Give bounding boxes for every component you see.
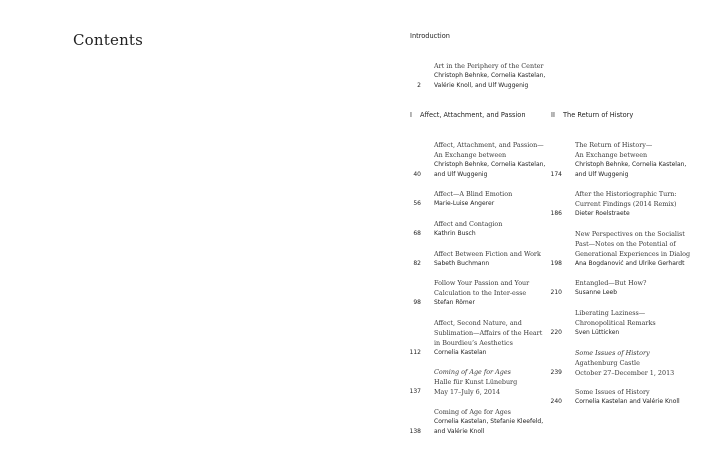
entry-title: Follow Your Passion and Your Calculation to the Inter-esse bbox=[434, 279, 530, 297]
entry-author: Sabeth Buchmann bbox=[434, 260, 490, 267]
entry-page-number: 198 bbox=[550, 260, 562, 267]
entry-author: Stefan Römer bbox=[434, 299, 475, 306]
entry-page-number: 210 bbox=[550, 289, 562, 296]
entry-page-number: 174 bbox=[550, 171, 562, 178]
entry-author: Dieter Roelstraete bbox=[575, 210, 630, 217]
entry-title-italic: Some Issues of History bbox=[575, 349, 650, 357]
toc-entry bbox=[434, 318, 574, 358]
entry-page-number: 240 bbox=[550, 398, 562, 405]
entry-page-number: 56 bbox=[413, 200, 421, 207]
toc-entry bbox=[575, 278, 715, 298]
entry-title: New Perspectives on the Socialist Past—Notes on the Potential of Generational Experiences in Dialog bbox=[575, 230, 691, 258]
toc-entry bbox=[575, 308, 715, 338]
section-title: Affect, Attachment, and Passion bbox=[420, 111, 526, 119]
entry-author: Marie-Luise Angerer bbox=[434, 200, 495, 207]
entry-author: Christoph Behnke, Cornelia Kastelan, and Ulf Wuggenig bbox=[434, 161, 546, 178]
toc-entry bbox=[575, 229, 715, 269]
toc-entry bbox=[575, 348, 715, 378]
entry-author: Susanne Leeb bbox=[575, 289, 618, 296]
entry-title: Art in the Periphery of the Center bbox=[434, 62, 544, 70]
entry-page-number: 186 bbox=[550, 210, 562, 217]
toc-entry bbox=[434, 219, 574, 239]
introduction-heading: Introduction bbox=[410, 32, 450, 40]
page-title: Contents bbox=[73, 31, 144, 49]
entry-title: Affect and Contagion bbox=[434, 220, 503, 228]
toc-entry bbox=[575, 140, 715, 180]
entry-author: Cornelia Kastelan and Valérie Knoll bbox=[575, 398, 680, 405]
toc-entry bbox=[575, 189, 715, 219]
entry-title: Affect, Attachment, and Passion— An Exchange between bbox=[434, 141, 544, 159]
entry-title: Affect—A Blind Emotion bbox=[434, 190, 513, 198]
entry-page-number: 138 bbox=[409, 428, 421, 435]
toc-entry bbox=[434, 61, 574, 91]
entry-author: Christoph Behnke, Cornelia Kastelan, Valérie Knoll, and Ulf Wuggenig bbox=[434, 72, 546, 89]
entry-author: Christoph Behnke, Cornelia Kastelan, and Ulf Wuggenig bbox=[575, 161, 687, 178]
entry-title: Affect Between Fiction and Work bbox=[434, 250, 541, 258]
entry-author: Cornelia Kastelan bbox=[434, 349, 487, 356]
entry-author: Ana Bogdanović and Ulrike Gerhardt bbox=[575, 260, 685, 267]
entry-page-number: 220 bbox=[550, 329, 562, 336]
entry-title: After the Historiographic Turn: Current Findings (2014 Remix) bbox=[575, 190, 677, 208]
entry-page-number: 82 bbox=[413, 260, 421, 267]
entry-page-number: 112 bbox=[409, 349, 421, 356]
toc-entry bbox=[575, 387, 715, 407]
entry-page-number: 239 bbox=[550, 369, 562, 376]
toc-entry bbox=[434, 407, 574, 437]
entry-author: Sven Lütticken bbox=[575, 329, 620, 336]
entry-subtitle: Halle für Kunst Lüneburg May 17–July 6, 2014 bbox=[434, 378, 518, 396]
section-number: II bbox=[551, 111, 555, 119]
section-number: I bbox=[410, 111, 412, 119]
entry-page-number: 98 bbox=[413, 299, 421, 306]
entry-subtitle: Agathenburg Castle October 27–December 1, 2013 bbox=[575, 359, 675, 377]
entry-page-number: 40 bbox=[413, 171, 421, 178]
entry-title: Entangled—But How? bbox=[575, 279, 647, 287]
entry-author: Cornelia Kastelan, Stefanie Kleefeld, and Valérie Knoll bbox=[434, 418, 544, 435]
entry-author: Kathrin Busch bbox=[434, 230, 476, 237]
section-title: The Return of History bbox=[563, 111, 634, 119]
entry-page-number: 137 bbox=[409, 388, 421, 395]
entry-title-italic: Coming of Age for Ages bbox=[434, 368, 511, 376]
entry-title: Some Issues of History bbox=[575, 388, 650, 396]
entry-title: Coming of Age for Ages bbox=[434, 408, 511, 416]
entry-page-number: 2 bbox=[417, 82, 421, 89]
entry-title: Liberating Laziness— Chronopolitical Remarks bbox=[575, 309, 656, 327]
entry-page-number: 68 bbox=[413, 230, 421, 237]
entry-title: The Return of History— An Exchange between bbox=[575, 141, 653, 159]
entry-title: Affect, Second Nature, and Sublimation—Affairs of the Heart in Bourdieu’s Aesthetics bbox=[434, 319, 543, 347]
toc-entry bbox=[434, 189, 574, 209]
